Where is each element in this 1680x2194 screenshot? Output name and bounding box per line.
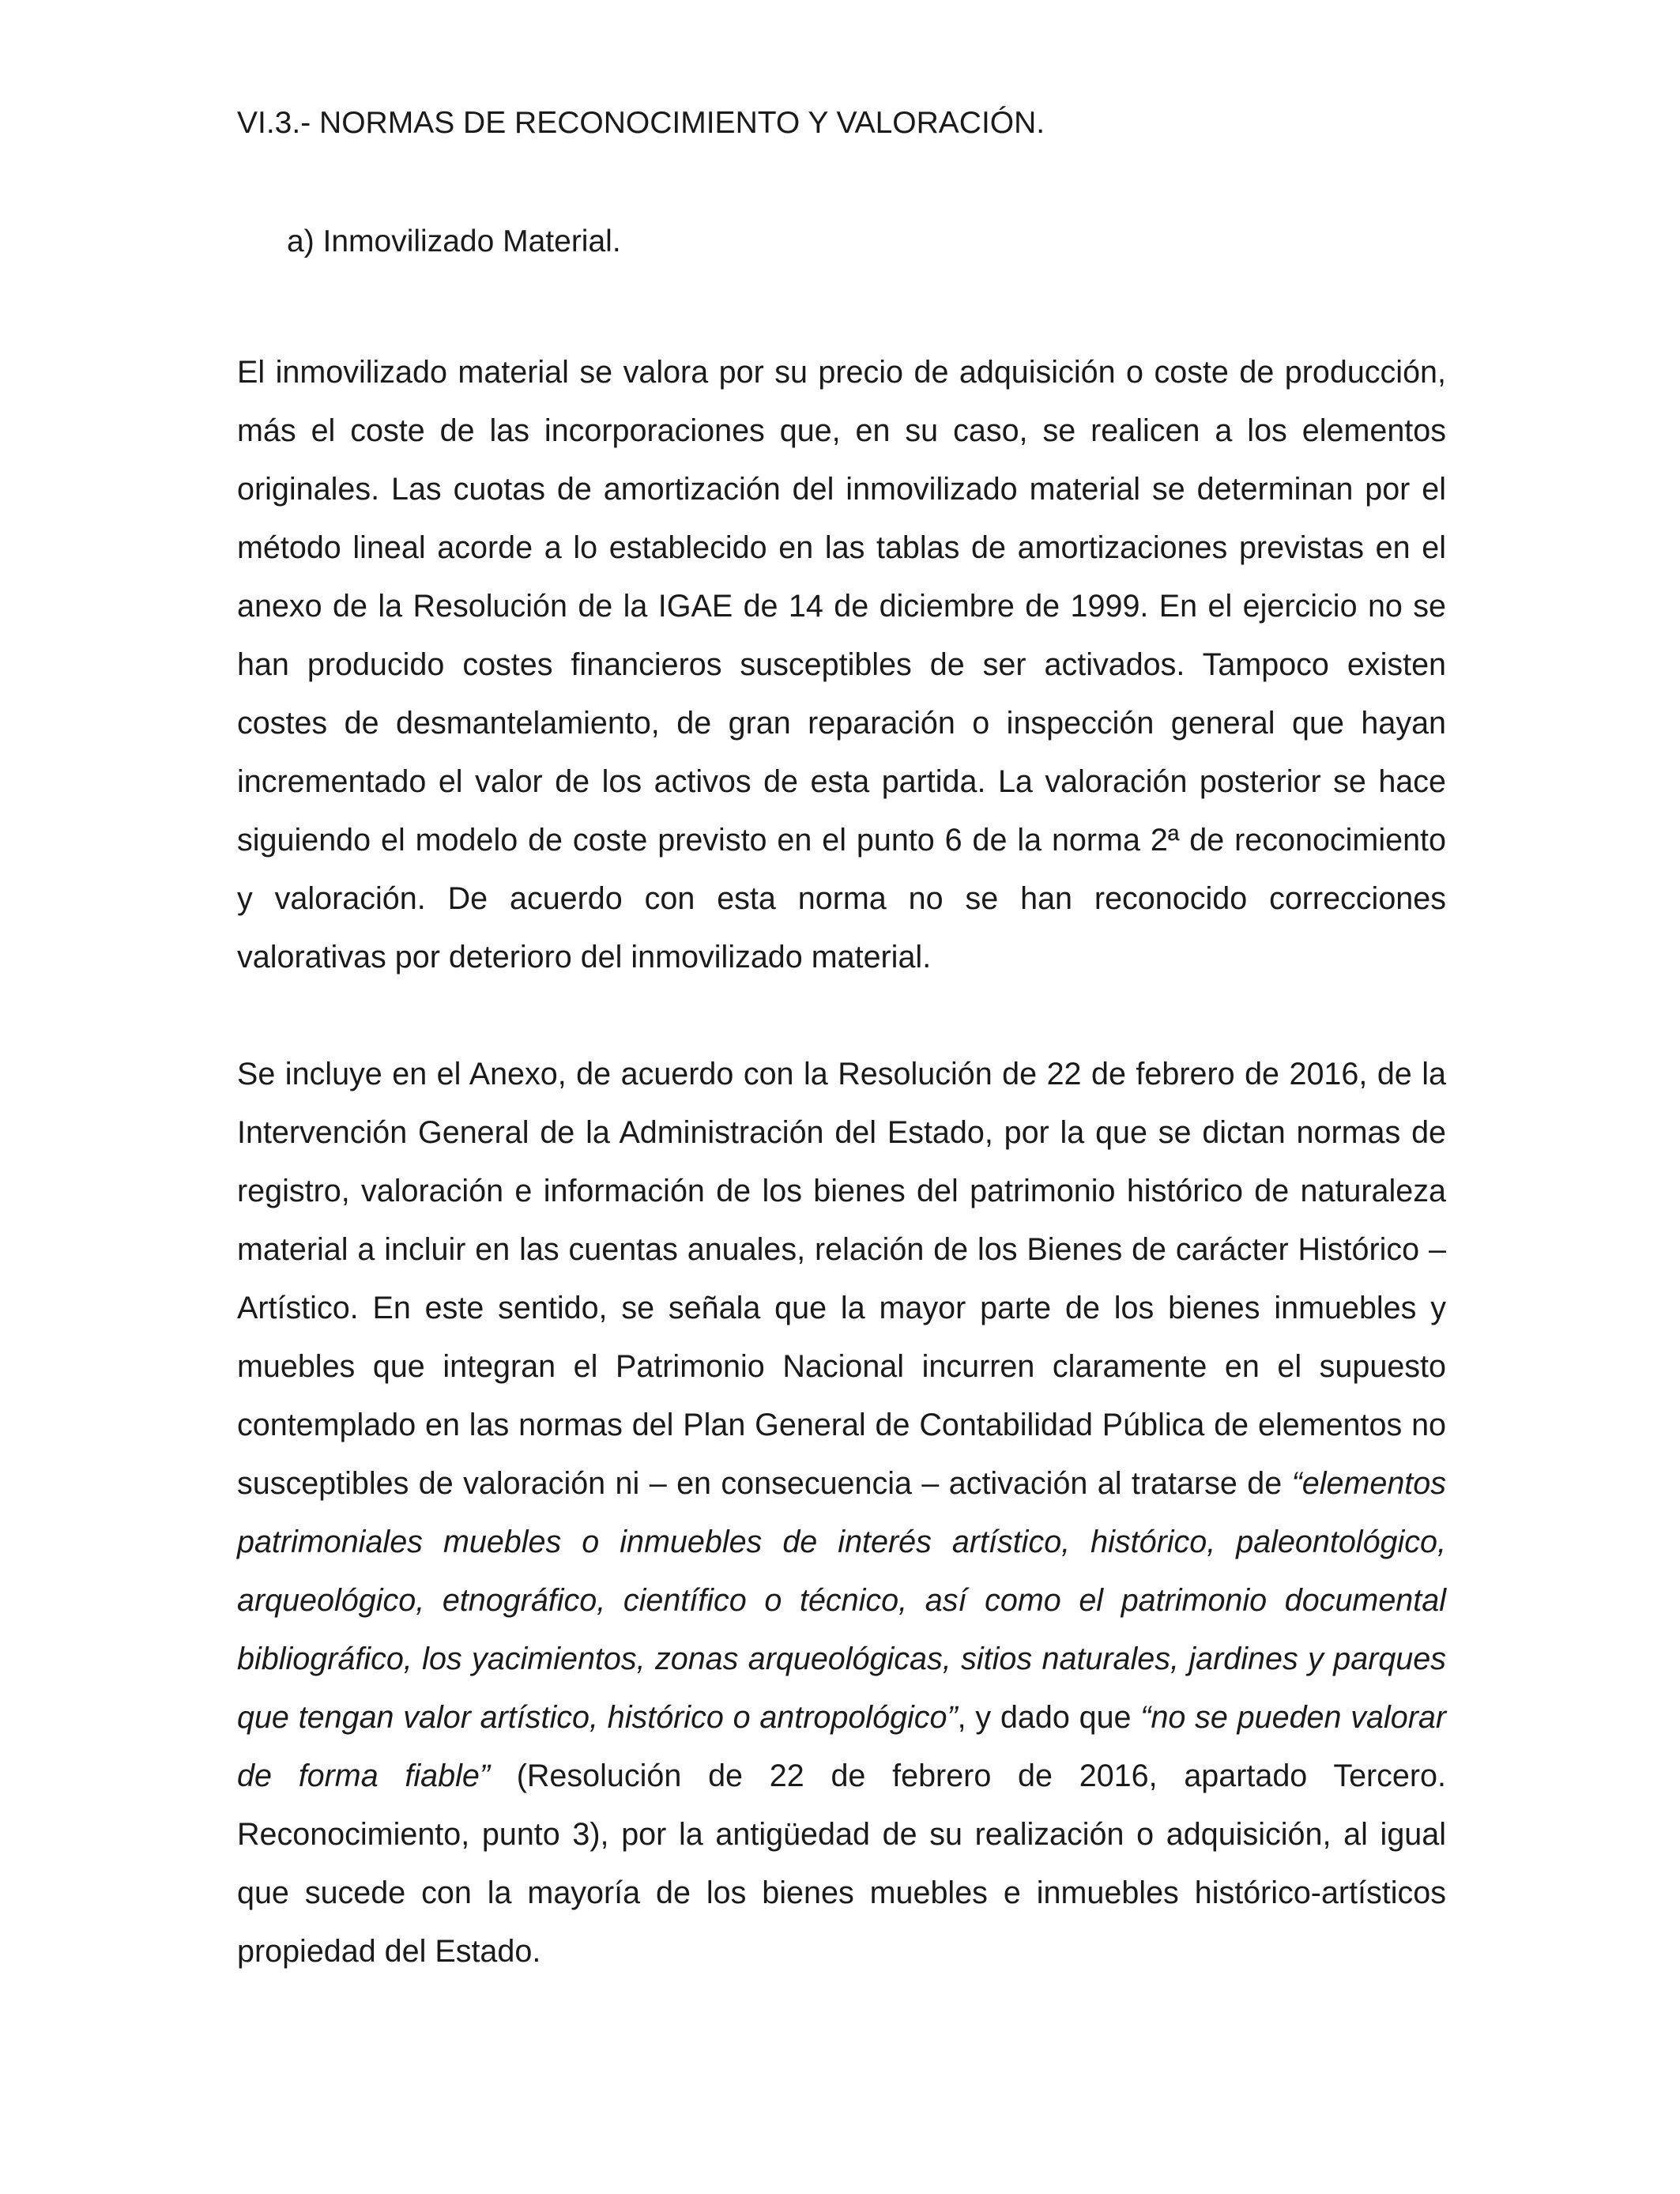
paragraph-patrimonio: [237, 1045, 1446, 1981]
section-heading: VI.3.- NORMAS DE RECONOCIMIENTO Y VALORACIÓN.: [237, 106, 1045, 140]
document-page: [237, 101, 1446, 1981]
subsection-heading: a) Inmovilizado Material.: [287, 224, 621, 258]
quote-no-valorar: “no se pueden valorar de forma fiable”: [237, 1700, 1446, 1793]
quote-elementos-patrimoniales: “elementos patrimoniales muebles o inmuebles de interés artístico, histórico, paleontológico, arqueológico, etnográfico, científico o técnico, así como el patrimonio documental bibliográfico, los yacimientos, zonas arqueológicas, sitios naturales, jardines y parques que tengan valor artístico, histórico o antropológico”: [237, 1466, 1446, 1735]
paragraph-inmovilizado: El inmovilizado material se valora por su precio de adquisición o coste de producción, más el coste de las incorporaciones que, en su caso, se realicen a los elementos originales. Las cuotas de amortización del inmovilizado material se determinan por el método lineal acorde a lo establecido en las tablas de amortizaciones previstas en el anexo de la Resolución de la IGAE de 14 de diciembre de 1999. En el ejercicio no se han producido costes financieros susceptibles de ser activados. Tampoco existen costes de desmantelamiento, de gran reparación o inspección general que hayan incrementado el valor de los activos de esta partida. La valoración posterior se hace siguiendo el modelo de coste previsto en el punto 6 de la norma 2ª de reconocimiento y valoración. De acuerdo con esta norma no se han reconocido correcciones valorativas por deterioro del inmovilizado material.: [237, 355, 1446, 974]
paragraph-text: Se incluye en el Anexo, de acuerdo con la Resolución de 22 de febrero de 2016, de la Intervención General de la Administración del Estado, por la que se dictan normas de registro, valoración e información de los bienes del patrimonio histórico de naturaleza material a incluir en las cuentas anuales, relación de los Bienes de carácter Histórico – Artístico. En este sentido, se señala que la mayor parte de los bienes inmuebles y muebles que integran el Patrimonio Nacional incurren claramente en el supuesto contemplado en las normas del Plan General de Contabilidad Pública de elementos no susceptibles de valoración ni – en consecuencia – activación al tratarse de: [237, 1057, 1446, 1501]
paragraph-text: , y dado que: [957, 1700, 1141, 1735]
paragraph-text: (Resolución de 22 de febrero de 2016, apartado Tercero. Reconocimiento, punto 3), por la antigüedad de su realización o adquisición, al igual que sucede con la mayoría de los bienes muebles e inmuebles histórico-artísticos propiedad del Estado.: [237, 1759, 1446, 1969]
